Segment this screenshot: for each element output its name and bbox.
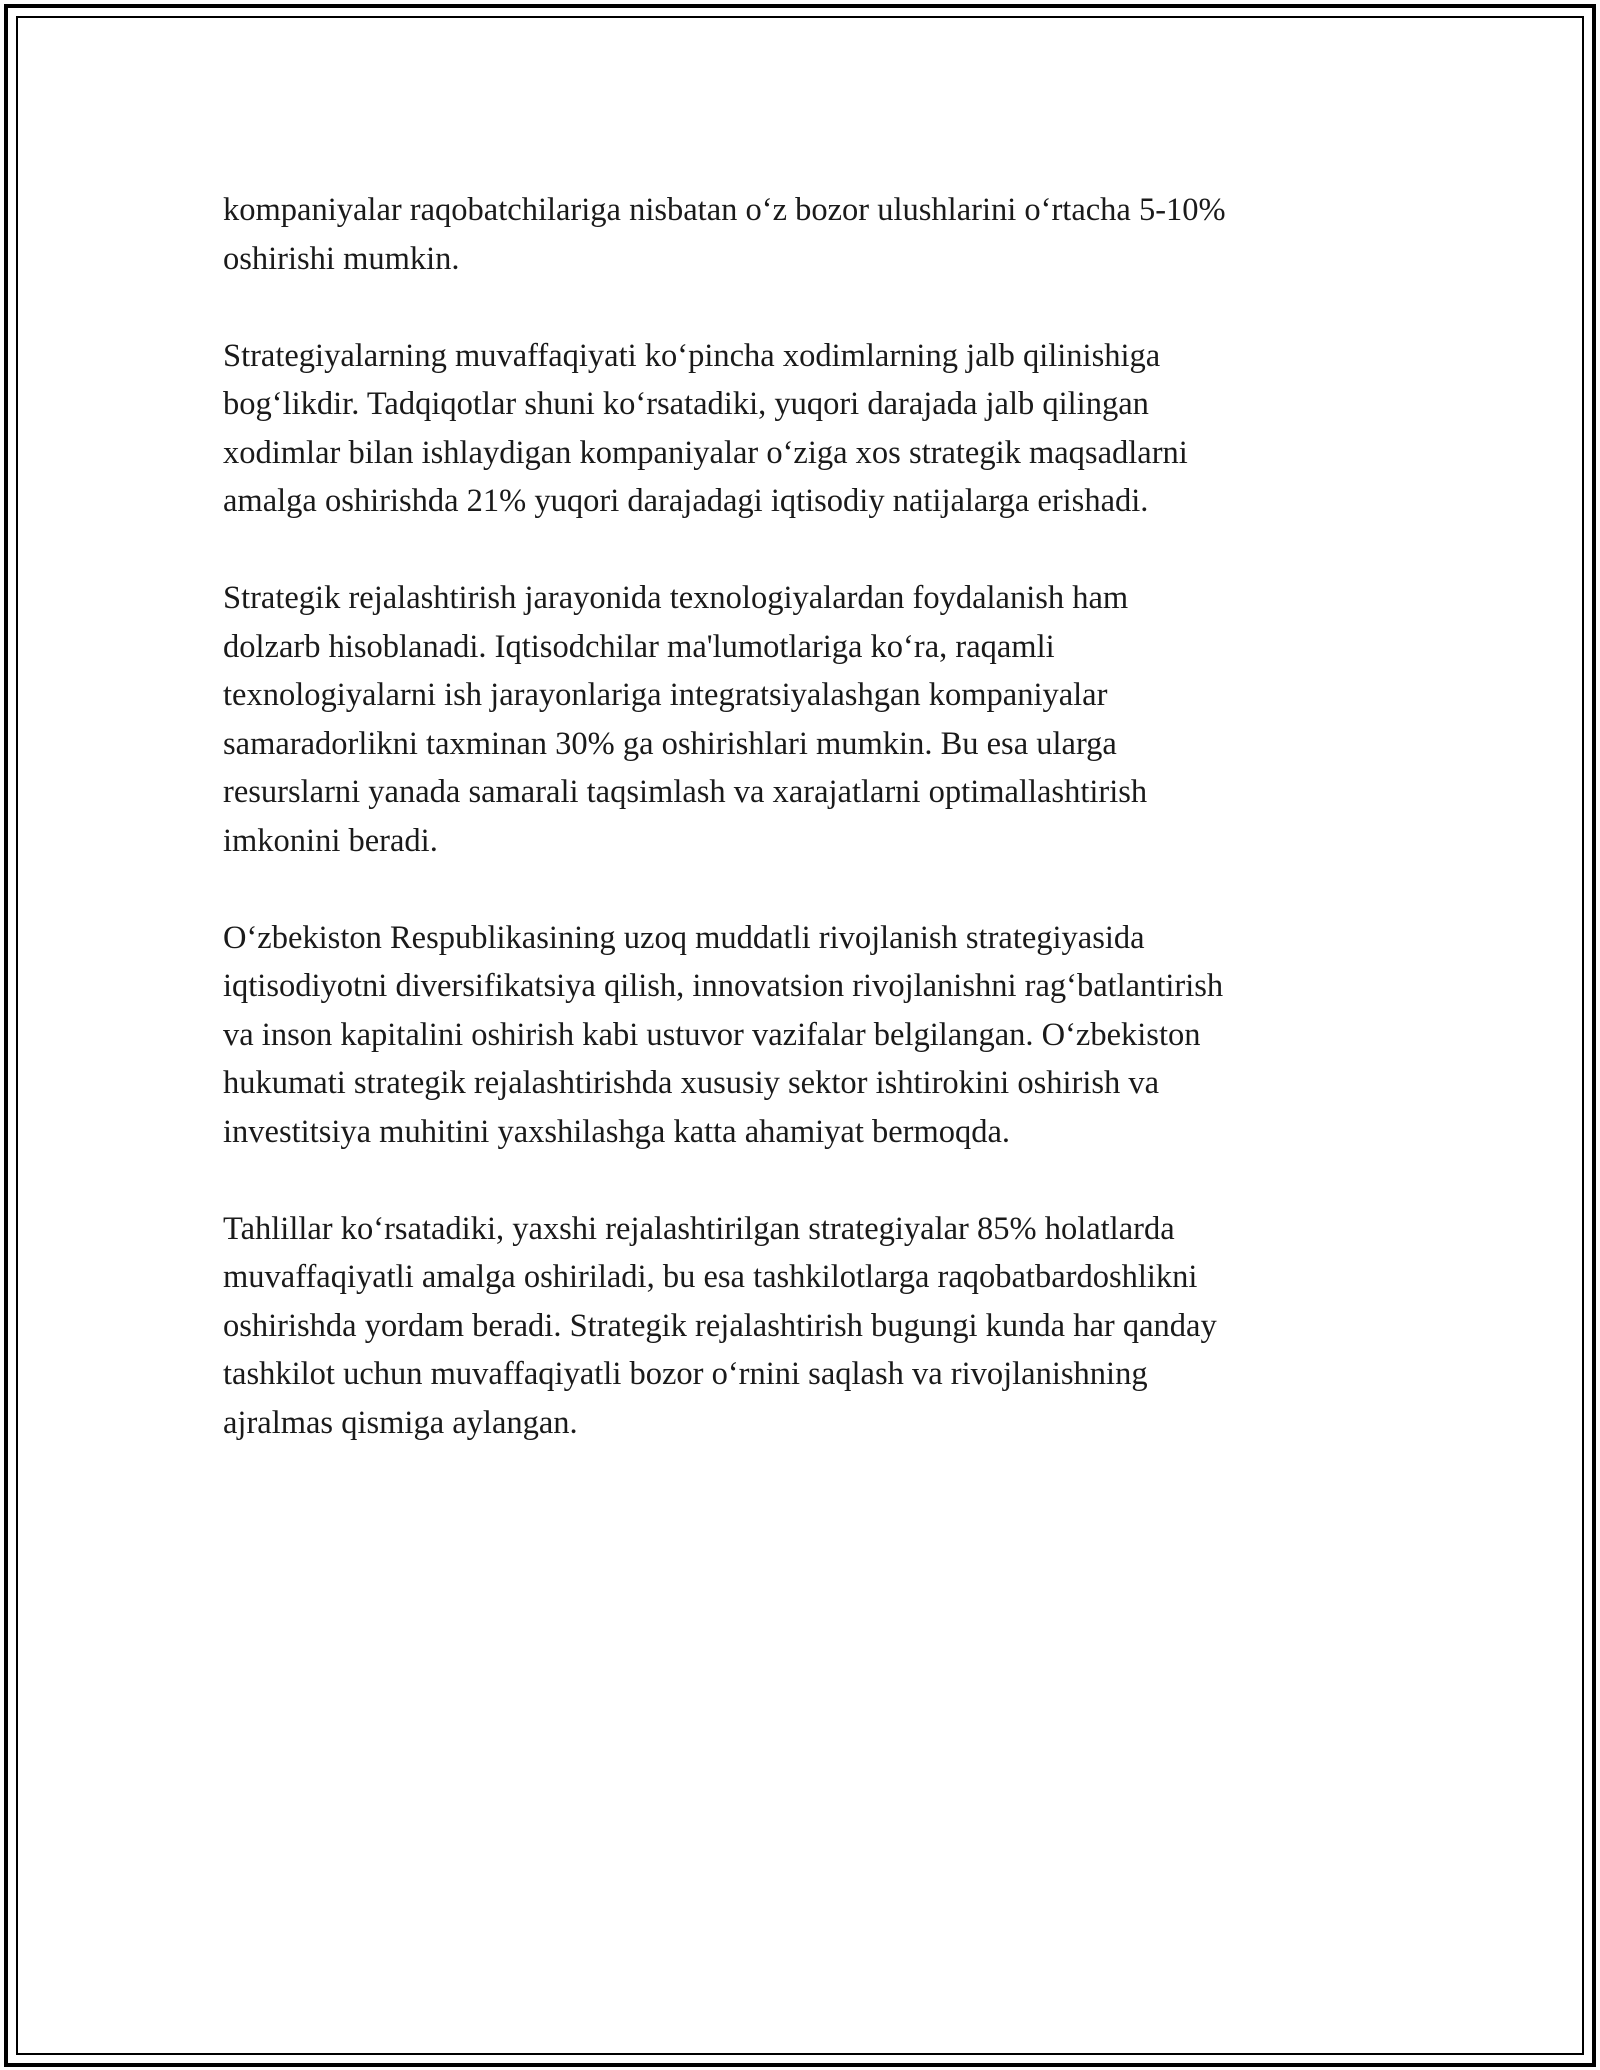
text-line: oshirishi mumkin. [223,240,460,277]
text-line: bog‘likdir. Tadqiqotlar shuni ko‘rsatadiki, yuqori darajada jalb qilingan [223,386,1149,422]
text-line: oshirishda yordam beradi. Strategik rejalashtirish bugungi kunda har qanday [223,1307,1217,1344]
paragraph-2 [223,332,1398,526]
text-line: Strategiyalarning muvaffaqiyati ko‘pincha xodimlarning jalb qilinishiga [223,337,1161,374]
paragraph-4 [223,914,1398,1157]
text-line: Tahlillar ko‘rsatadiki, yaxshi rejalashtirilgan strategiyalar 85% holatlarda [223,1210,1175,1247]
paragraph-3 [223,574,1398,865]
document-body [223,186,1398,1496]
text-line: va inson kapitalini oshirish kabi ustuvor vazifalar belgilangan. O‘zbekiston [223,1016,1201,1053]
text-line: muvaffaqiyatli amalga oshiriladi, bu esa tashkilotlarga raqobatbardoshlikni [223,1259,1198,1295]
text-line: texnologiyalarni ish jarayonlariga integratsiyalashgan kompaniyalar [223,677,1108,713]
text-line: amalga oshirishda 21% yuqori darajadagi iqtisodiy natijalarga erishadi. [223,483,1149,519]
text-line: samaradorlikni taxminan 30% ga oshirishlari mumkin. Bu esa ularga [223,725,1117,762]
text-line: xodimlar bilan ishlaydigan kompaniyalar o‘ziga xos strategik maqsadlarni [223,434,1188,471]
text-line: iqtisodiyotni diversifikatsiya qilish, innovatsion rivojlanishni rag‘batlantirish [223,968,1224,1004]
text-line: resurslarni yanada samarali taqsimlash va xarajatlarni optimallashtirish [223,774,1148,810]
paragraph-5 [223,1205,1398,1448]
text-line: kompaniyalar raqobatchilariga nisbatan o‘z bozor ulushlarini o‘rtacha 5-10% [223,192,1226,228]
text-line: O‘zbekiston Respublikasining uzoq muddatli rivojlanish strategiyasida [223,919,1145,956]
text-line: Strategik rejalashtirish jarayonida texnologiyalardan foydalanish ham [223,580,1129,616]
text-line: investitsiya muhitini yaxshilashga katta ahamiyat bermoqda. [223,1113,1011,1150]
text-line: ajralmas qismiga aylangan. [223,1404,578,1441]
paragraph-1 [223,186,1398,283]
text-line: imkonini beradi. [223,822,438,859]
text-line: tashkilot uchun muvaffaqiyatli bozor o‘rnini saqlash va rivojlanishning [223,1356,1148,1392]
text-line: dolzarb hisoblanadi. Iqtisodchilar ma'lumotlariga ko‘ra, raqamli [223,628,1055,665]
text-line: hukumati strategik rejalashtirishda xususiy sektor ishtirokini oshirish va [223,1065,1160,1101]
